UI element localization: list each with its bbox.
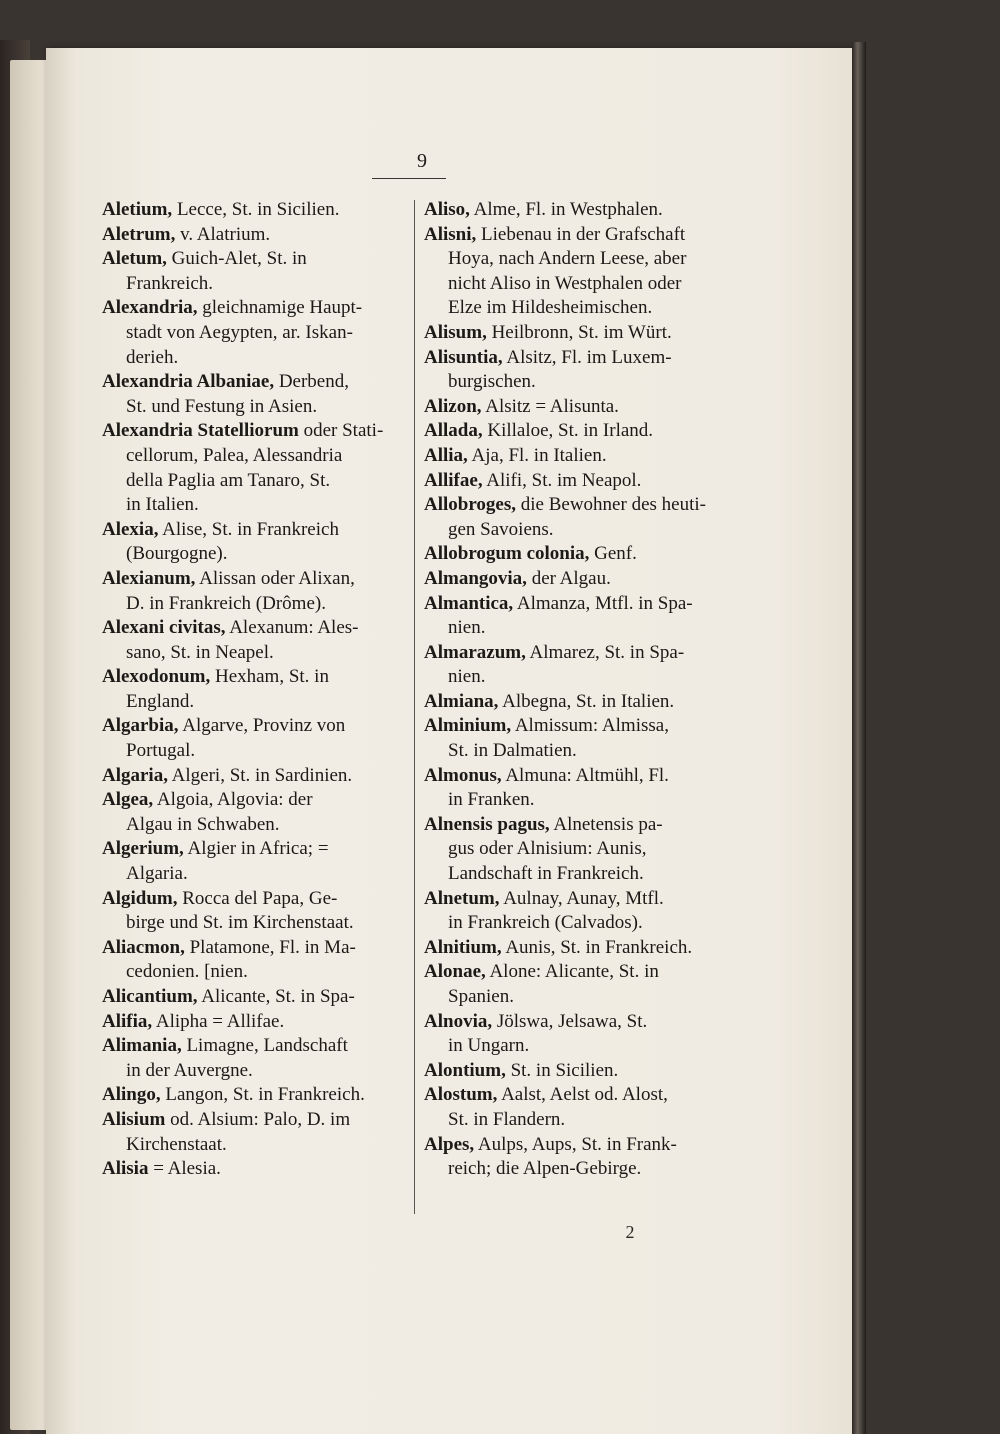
- entry-text: Algeri, St. in Sardinien.: [171, 764, 353, 786]
- dictionary-entry: [102, 616, 406, 665]
- dictionary-entry: [102, 518, 406, 567]
- dictionary-entry: [102, 247, 406, 296]
- entry-text: Alnetensis pa-: [553, 813, 663, 835]
- entry-text: della Paglia am Tanaro, St.: [126, 469, 331, 491]
- dictionary-entry: [424, 346, 739, 395]
- entry-text: Alme, Fl. in Westphalen.: [473, 199, 663, 220]
- dictionary-entry: [424, 641, 739, 690]
- entry-text: Elze im Hildesheimischen.: [448, 297, 653, 319]
- entry-text: Alissan oder Alixan,: [199, 567, 355, 589]
- entry-text: Derbend,: [278, 371, 349, 393]
- entry-text: nien.: [448, 617, 486, 639]
- page-number-rule: [372, 178, 446, 179]
- entry-text: gen Savoiens.: [448, 518, 554, 540]
- entry-headword: Aletum,: [102, 248, 167, 270]
- dictionary-entry: [424, 395, 739, 420]
- entry-headword: Allia,: [424, 444, 468, 466]
- entry-headword: Alnetum,: [424, 887, 500, 909]
- entry-text: St. in Sicilien.: [510, 1059, 619, 1081]
- dictionary-entry: [424, 469, 739, 494]
- dictionary-entry: [424, 1083, 739, 1132]
- entry-headword: Alexani civitas,: [102, 617, 226, 639]
- entry-text: Langon, St. in Frankreich.: [165, 1084, 365, 1106]
- dictionary-entry: [102, 936, 406, 985]
- entry-text: nien.: [448, 666, 486, 688]
- entry-headword: Alizon,: [424, 395, 482, 417]
- entry-text: Alexanum: Ales-: [229, 617, 359, 639]
- entry-headword: Algidum,: [102, 887, 178, 909]
- dictionary-entry: [424, 567, 739, 592]
- entry-text: Landschaft in Frankreich.: [448, 863, 644, 885]
- dictionary-entry: [102, 1034, 406, 1083]
- dictionary-entry: [424, 444, 739, 469]
- entry-text: Almissum: Almissa,: [514, 715, 669, 737]
- dictionary-entry: [424, 936, 739, 961]
- entry-headword: Allobroges,: [424, 494, 517, 516]
- entry-text: derieh.: [126, 346, 179, 368]
- entry-text: stadt von Aegypten, ar. Iskan-: [126, 321, 353, 343]
- entry-text: Alsitz = Alisunta.: [485, 395, 619, 417]
- dictionary-entry: [102, 567, 406, 616]
- entry-text: Hoya, nach Andern Leese, aber: [448, 248, 687, 270]
- entry-headword: Alostum,: [424, 1084, 498, 1106]
- entry-headword: Almarazum,: [424, 641, 526, 663]
- entry-text: Guich-Alet, St. in: [171, 248, 307, 270]
- dictionary-entry: [102, 296, 406, 370]
- dictionary-entry: [102, 198, 406, 223]
- entry-text: reich; die Alpen-Gebirge.: [448, 1158, 642, 1180]
- entry-headword: Alexodonum,: [102, 666, 211, 688]
- entry-text: Almanza, Mtfl. in Spa-: [516, 592, 693, 614]
- entry-headword: Almiana,: [424, 690, 499, 712]
- entry-text: in Frankreich (Calvados).: [448, 912, 643, 934]
- entry-text: Algarve, Provinz von: [182, 715, 346, 737]
- entry-text: St. in Flandern.: [448, 1108, 566, 1130]
- entry-headword: Aletium,: [102, 199, 173, 220]
- dictionary-entry: [424, 592, 739, 641]
- dictionary-entry: [102, 665, 406, 714]
- entry-headword: Alicantium,: [102, 986, 198, 1007]
- entry-headword: Alexandria Statelliorum: [102, 420, 299, 442]
- entry-headword: Aletrum,: [102, 223, 176, 245]
- entry-headword: Alisuntia,: [424, 346, 503, 368]
- entry-text: Almuna: Altmühl, Fl.: [505, 764, 669, 786]
- entry-text: Kirchenstaat.: [126, 1133, 227, 1155]
- entry-headword: Allada,: [424, 420, 483, 442]
- entry-text: St. und Festung in Asien.: [126, 395, 318, 417]
- entry-headword: Alifia,: [102, 1010, 153, 1032]
- entry-text: Almarez, St. in Spa-: [529, 641, 685, 663]
- dictionary-entry: [102, 764, 406, 789]
- entry-text: Alone: Alicante, St. in: [489, 961, 659, 983]
- entry-text: Platamone, Fl. in Ma-: [189, 936, 356, 958]
- entry-text: = Alesia.: [153, 1158, 221, 1180]
- entry-text: v. Alatrium.: [180, 223, 271, 245]
- entry-headword: Alimania,: [102, 1035, 182, 1057]
- entry-text: Aulnay, Aunay, Mtfl.: [503, 887, 664, 909]
- entry-text: sano, St. in Neapel.: [126, 641, 274, 663]
- entry-text: Alifi, St. im Neapol.: [486, 469, 642, 491]
- dictionary-entry: [424, 542, 739, 567]
- entry-headword: Alnovia,: [424, 1010, 493, 1032]
- entry-text: od. Alsium: Palo, D. im: [170, 1108, 351, 1130]
- entry-headword: Alexianum,: [102, 567, 196, 589]
- entry-text: England.: [126, 690, 195, 712]
- entry-headword: Alisum,: [424, 321, 487, 343]
- entry-text: die Bewohner des heuti-: [520, 494, 706, 516]
- entry-text: Heilbronn, St. im Würt.: [491, 321, 672, 343]
- dictionary-entry: [102, 419, 406, 517]
- entry-headword: Alisia: [102, 1158, 149, 1180]
- entry-headword: Alexandria Albaniae,: [102, 371, 275, 393]
- entry-text: Aalst, Aelst od. Alost,: [501, 1084, 668, 1106]
- entry-text: Albegna, St. in Italien.: [502, 690, 675, 712]
- page-number: 9: [417, 150, 427, 172]
- entry-headword: Alexia,: [102, 518, 159, 540]
- column-divider: [414, 200, 415, 1214]
- entry-headword: Alontium,: [424, 1059, 506, 1081]
- entry-text: Alicante, St. in Spa-: [201, 986, 355, 1007]
- entry-text: Killaloe, St. in Irland.: [487, 420, 654, 442]
- entry-headword: Allifae,: [424, 469, 483, 491]
- entry-text: Liebenau in der Grafschaft: [481, 223, 686, 245]
- entry-headword: Almonus,: [424, 764, 502, 786]
- entry-text: D. in Frankreich (Drôme).: [126, 592, 326, 614]
- dictionary-entry: [424, 419, 739, 444]
- entry-headword: Almantica,: [424, 592, 514, 614]
- entry-headword: Algaria,: [102, 764, 168, 786]
- entry-text: (Bourgogne).: [126, 543, 228, 565]
- dictionary-entry: [424, 960, 739, 1009]
- entry-text: Alsitz, Fl. im Luxem-: [506, 346, 672, 368]
- entry-text: in der Auvergne.: [126, 1059, 253, 1081]
- dictionary-entry: [102, 887, 406, 936]
- entry-text: oder Stati-: [303, 420, 384, 442]
- entry-headword: Alisium: [102, 1108, 166, 1130]
- entry-text: Genf.: [594, 543, 637, 565]
- dictionary-entry: [424, 1133, 739, 1182]
- entry-text: Hexham, St. in: [214, 666, 329, 688]
- entry-headword: Alonae,: [424, 961, 486, 983]
- entry-text: cellorum, Palea, Alessandria: [126, 444, 343, 466]
- entry-text: in Italien.: [126, 494, 199, 516]
- entry-headword: Alisni,: [424, 223, 477, 245]
- entry-text: nicht Aliso in Westphalen oder: [448, 272, 682, 294]
- entry-text: Algier in Africa; =: [187, 838, 329, 860]
- entry-text: Aulps, Aups, St. in Frank-: [477, 1133, 677, 1155]
- dictionary-entry: [424, 1010, 739, 1059]
- entry-headword: Alnitium,: [424, 936, 502, 958]
- entry-text: Aunis, St. in Frankreich.: [505, 936, 693, 958]
- dictionary-entry: [102, 1108, 406, 1157]
- entry-headword: Alexandria,: [102, 297, 198, 319]
- entry-text: gleichnamige Haupt-: [202, 297, 363, 319]
- entry-text: burgischen.: [448, 371, 536, 393]
- entry-text: Limagne, Landschaft: [186, 1035, 348, 1057]
- dictionary-entry: [102, 223, 406, 248]
- entry-headword: Algerium,: [102, 838, 184, 860]
- dictionary-entry: [102, 1083, 406, 1108]
- entry-text: Spanien.: [448, 986, 514, 1007]
- dictionary-entry: [102, 370, 406, 419]
- dictionary-entry: [102, 1157, 406, 1182]
- entry-text: Algau in Schwaben.: [126, 813, 280, 835]
- entry-text: Aja, Fl. in Italien.: [471, 444, 607, 466]
- entry-text: birge und St. im Kirchenstaat.: [126, 912, 354, 934]
- dictionary-entry: [424, 714, 739, 763]
- dictionary-entry: [424, 223, 739, 321]
- dictionary-entry: [424, 887, 739, 936]
- dictionary-entry: [102, 788, 406, 837]
- entry-headword: Almangovia,: [424, 567, 527, 589]
- entry-text: Algaria.: [126, 863, 188, 885]
- entry-text: der Algau.: [531, 567, 611, 589]
- book-cover-right-edge: [852, 42, 866, 1434]
- right-column: [424, 198, 739, 1182]
- dictionary-entry: [424, 198, 739, 223]
- entry-text: in Franken.: [448, 789, 535, 811]
- dictionary-entry: [424, 813, 739, 887]
- entry-text: gus oder Alnisium: Aunis,: [448, 838, 647, 860]
- dictionary-entry: [424, 321, 739, 346]
- dictionary-entry: [102, 837, 406, 886]
- entry-text: Portugal.: [126, 740, 196, 762]
- dictionary-entry: [424, 1059, 739, 1084]
- entry-text: Alise, St. in Frankreich: [162, 518, 339, 540]
- entry-headword: Allobrogum colonia,: [424, 543, 590, 565]
- entry-text: Frankreich.: [126, 272, 214, 294]
- entry-text: Jölswa, Jelsawa, St.: [496, 1010, 648, 1032]
- entry-text: in Ungarn.: [448, 1035, 530, 1057]
- entry-headword: Algea,: [102, 789, 154, 811]
- entry-text: Algoia, Algovia: der: [156, 789, 313, 811]
- entry-headword: Algarbia,: [102, 715, 179, 737]
- signature-mark: 2: [625, 1222, 635, 1242]
- dictionary-entry: [102, 1010, 406, 1035]
- entry-text: Lecce, St. in Sicilien.: [176, 199, 340, 220]
- entry-text: Alipha = Allifae.: [155, 1010, 285, 1032]
- dictionary-entry: [424, 690, 739, 715]
- entry-headword: Alingo,: [102, 1084, 161, 1106]
- left-column: [102, 198, 406, 1182]
- entry-headword: Alminium,: [424, 715, 512, 737]
- entry-text: Rocca del Papa, Ge-: [182, 887, 338, 909]
- entry-text: cedonien. [nien.: [126, 961, 248, 983]
- dictionary-entry: [424, 764, 739, 813]
- entry-headword: Alnensis pagus,: [424, 813, 550, 835]
- dictionary-entry: [424, 493, 739, 542]
- dictionary-entry: [102, 714, 406, 763]
- entry-headword: Aliso,: [424, 199, 470, 220]
- entry-headword: Aliacmon,: [102, 936, 185, 958]
- entry-headword: Alpes,: [424, 1133, 475, 1155]
- dictionary-entry: [102, 985, 406, 1010]
- entry-text: St. in Dalmatien.: [448, 740, 577, 762]
